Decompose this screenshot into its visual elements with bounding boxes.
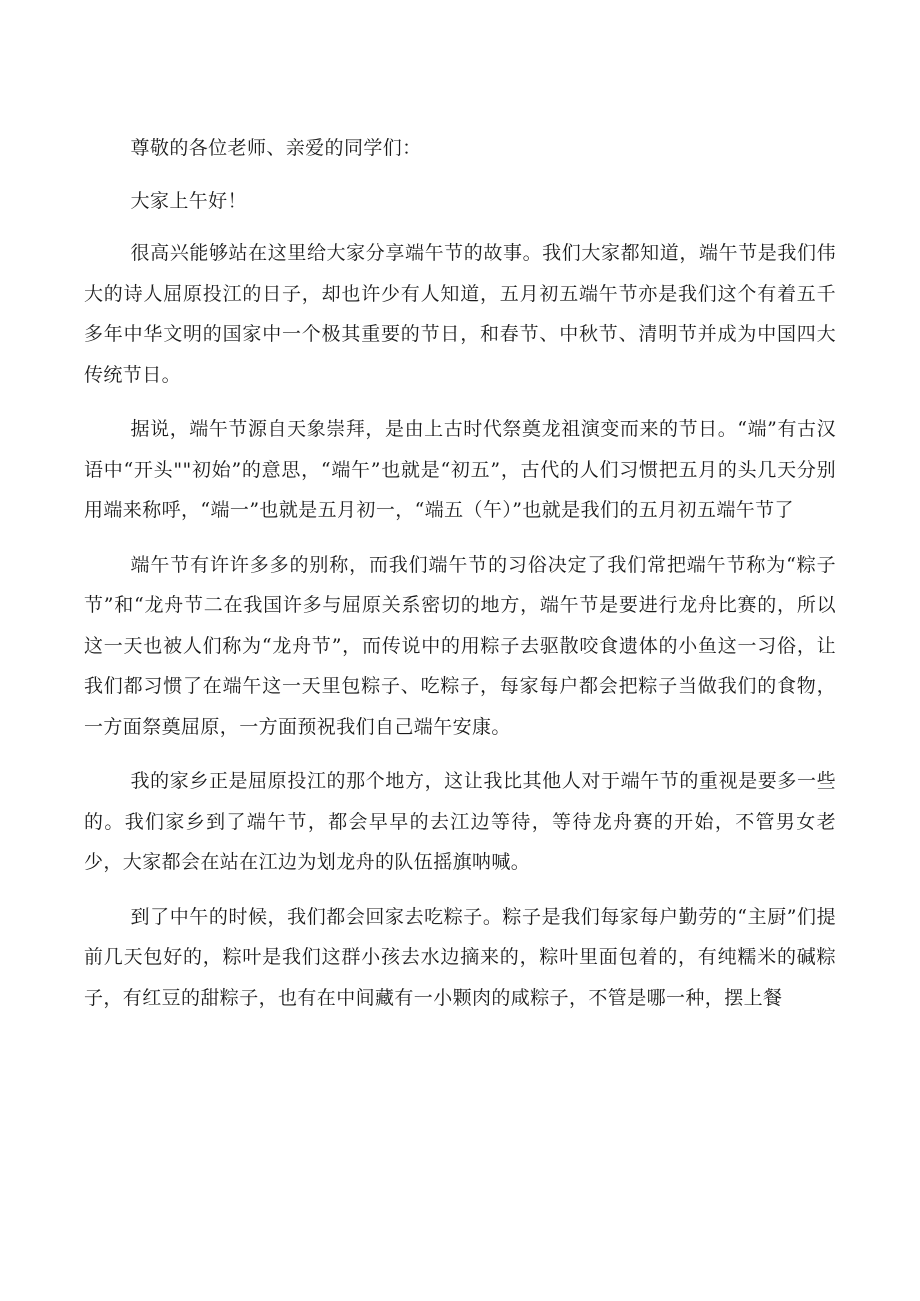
paragraph: 端午节有许许多多的别称，而我们端午节的习俗决定了我们常把端午节称为“粽子节”和“龙舟节二在我国许多与屈原关系密切的地方，端午节是要进行龙舟比赛的，所以这一天也被人们称为“龙舟节”，而传说中的用粽子去驱散咬食遗体的小鱼这一习俗，让我们都习惯了在端午这一天里包粽子、吃粽子，每家每户都会把粽子当做我们的食物，一方面祭奠屈原，一方面预祝我们自己端午安康。 <box>84 553 836 738</box>
paragraph: 到了中午的时候，我们都会回家去吃粽子。粽子是我们每家每户勤劳的“主厨”们提前几天包好的，粽叶是我们这群小孩去水边摘来的，粽叶里面包着的，有纯糯米的碱粽子，有红豆的甜粽子，也有在中间藏有一小颗肉的咸粽子，不管是哪一种，摆上餐 <box>84 905 836 1009</box>
paragraph: 很高兴能够站在这里给大家分享端午节的故事。我们大家都知道，端午节是我们伟大的诗人屈原投江的日子，却也许少有人知道，五月初五端午节亦是我们这个有着五千多年中华文明的国家中一个极其重要的节日，和春节、中秋节、清明节并成为中国四大传统节日。 <box>84 242 836 386</box>
paragraph: 我的家乡正是屈原投江的那个地方，这让我比其他人对于端午节的重视是要多一些的。我们家乡到了端午节，都会早早的去江边等待，等待龙舟赛的开始，不管男女老少，大家都会在站在江边为划龙舟的队伍摇旗呐喊。 <box>84 770 836 873</box>
salutation: 尊敬的各位老师、亲爱的同学们： <box>130 137 422 159</box>
paragraph: 据说，端午节源自天象崇拜，是由上古时代祭奠龙祖演变而来的节日。“端”有古汉语中“开头""初始”的意思，“端午”也就是“初五”，古代的人们习惯把五月的头几天分别用端来称呼，“端一”也就是五月初一，“端五（午）”也就是我们的五月初五端午节了 <box>84 418 836 521</box>
greeting: 大家上午好！ <box>130 189 247 212</box>
document-body <box>84 128 836 1032</box>
